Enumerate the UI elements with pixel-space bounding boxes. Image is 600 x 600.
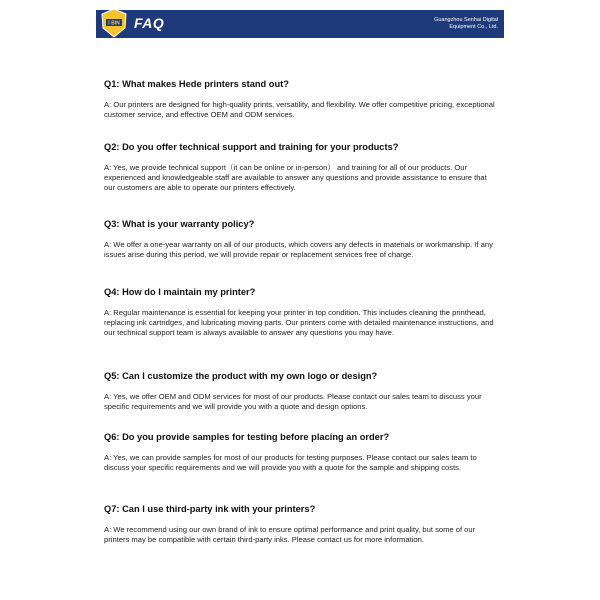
faq-question: Q5: Can I customize the product with my own logo or design? [104,371,378,381]
header-bar [96,10,504,38]
faq-item [104,370,498,431]
faq-item [104,141,498,218]
company-line-2: Equipment Co., Ltd. [449,24,498,30]
faq-answer: A: Yes, we provide technical support（it can be online or in-person） and training for all of our products. Our experienced and knowledgeable staff are available to answer any questions and provide assistance to ensure that our customers are able to operate our printers effectively. [104,163,487,192]
faq-question: Q7: Can I use third-party ink with your printers? [104,504,316,514]
faq-question: Q4: How do I maintain my printer? [104,287,256,297]
faq-list [104,78,498,545]
company-name [434,17,498,31]
brand-logo [100,8,128,38]
faq-answer: A: Our printers are designed for high-quality prints, versatility, and flexibility. We offer competitive pricing, exceptional customer service, and effective OEM and ODM services. [104,100,495,119]
page-title: FAQ [134,15,165,31]
faq-question: Q1: What makes Hede printers stand out? [104,79,289,89]
faq-page [96,0,506,600]
faq-question: Q6: Do you provide samples for testing before placing an order? [104,432,390,442]
faq-item [104,286,498,370]
faq-answer: A: Yes, we can provide samples for most of our products for testing purposes. Please contact our sales team to discuss your specific requirements and we will provide you with a quote for the sample and shipping costs. [104,453,477,472]
faq-answer: A: Yes, we offer OEM and ODM services for most of our products. Please contact our sales team to discuss your specific requirements and we will provide you with a quote and design options. [104,392,482,411]
company-line-1: Guangzhou Senhai Digital [434,17,498,23]
logo-text: I BIN [108,20,120,27]
faq-item [104,78,498,141]
faq-item [104,503,498,545]
faq-item [104,218,498,286]
faq-question: Q2: Do you offer technical support and training for your products? [104,142,399,152]
faq-answer: A: We recommend using our own brand of ink to ensure optimal performance and print quality, but some of our printers may be compatible with certain third-party inks. Please contact us for more information. [104,525,476,544]
faq-answer: A: Regular maintenance is essential for keeping your printer in top condition. This includes cleaning the printhead, replacing ink cartridges, and lubricating moving parts. Our printers come with detailed maintenance instructions, and our technical support team is always available to answer any questions you may have. [104,308,494,337]
faq-item [104,431,498,503]
faq-question: Q3: What is your warranty policy? [104,219,255,229]
faq-answer: A: We offer a one-year warranty on all of our products, which covers any defects in materials or workmanship. If any issues arise during this period, we will provide repair or replacement services free of charge. [104,240,493,259]
